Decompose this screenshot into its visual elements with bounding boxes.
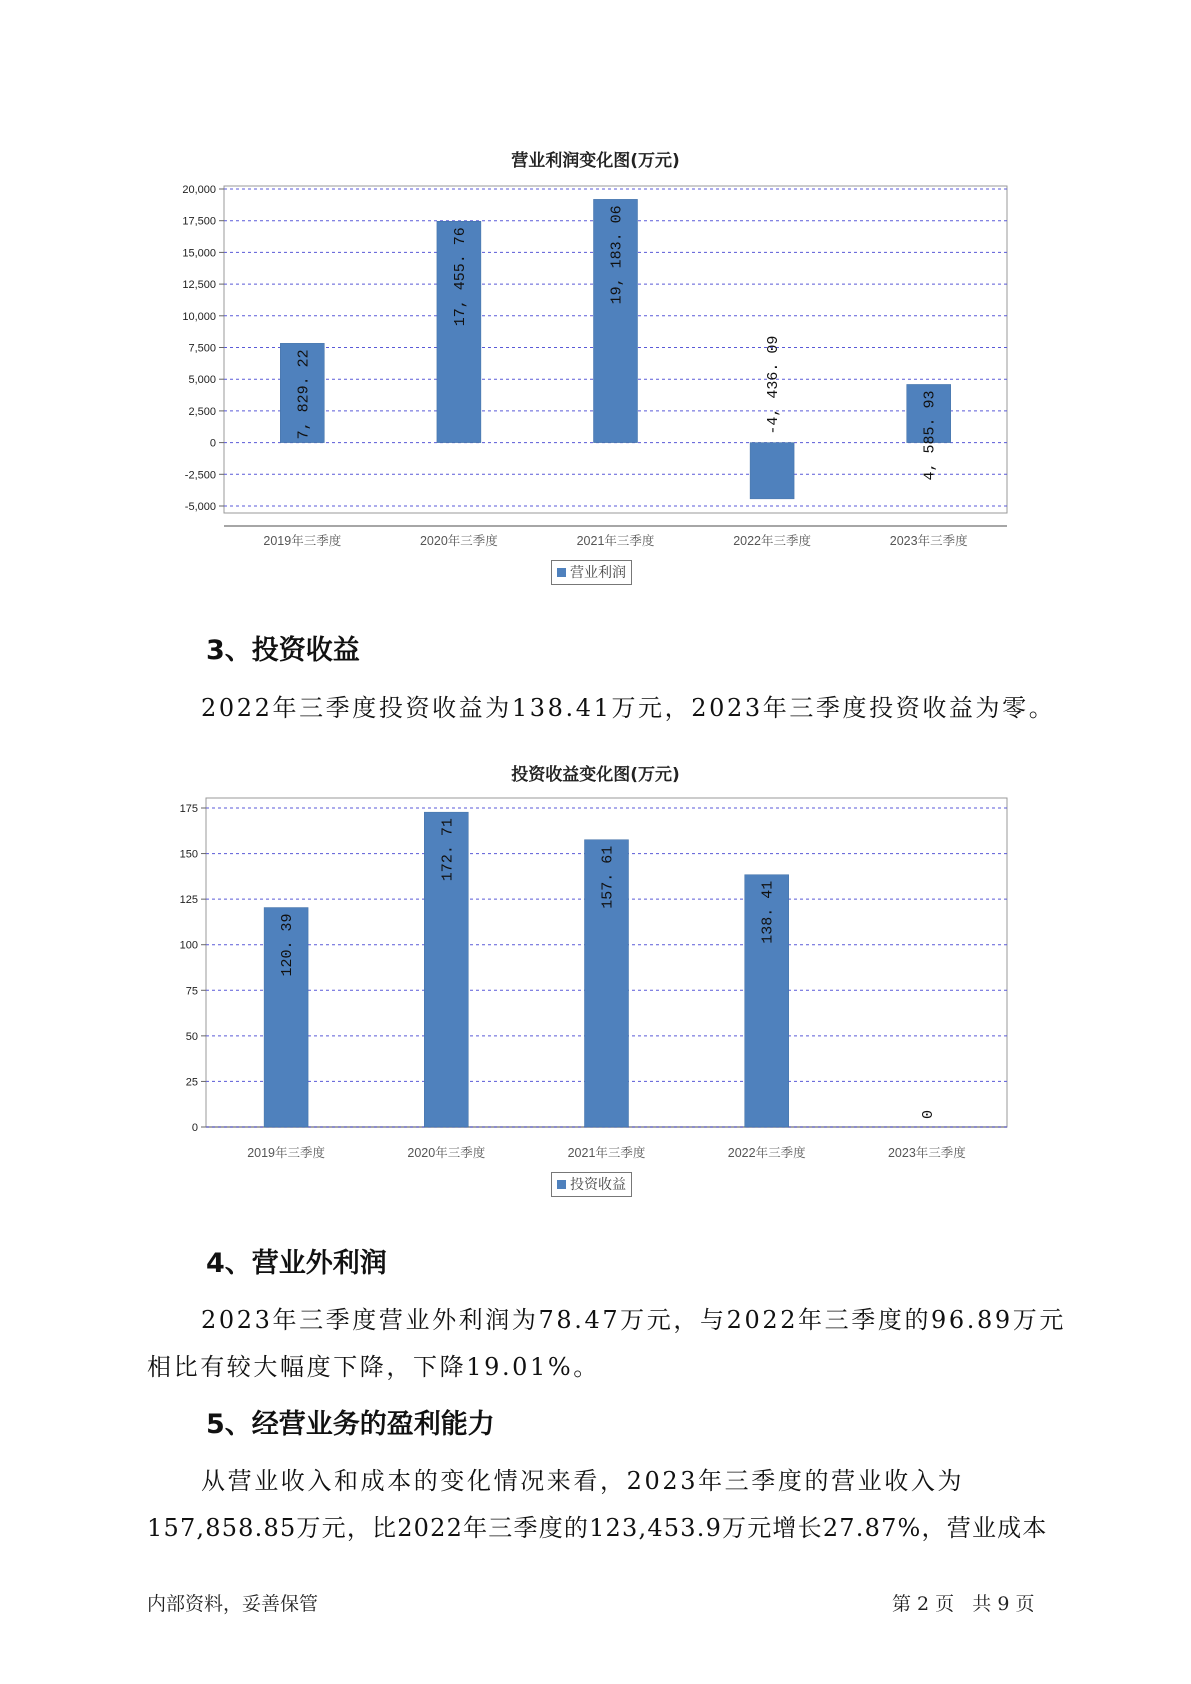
section-4-heading: 4、营业外利润 xyxy=(206,1248,387,1279)
category-label: 2021年三季度 xyxy=(576,534,655,548)
y-tick-label: 20,000 xyxy=(182,184,216,196)
category-label: 2022年三季度 xyxy=(733,534,812,548)
section-5-line1: 从营业收入和成本的变化情况来看，2023年三季度的营业收入为 xyxy=(201,1467,965,1495)
category-label: 2019年三季度 xyxy=(263,534,342,548)
data-label: 17, 455. 76 xyxy=(451,227,469,327)
y-tick-label: 0 xyxy=(191,1122,198,1134)
data-label: 172. 71 xyxy=(439,818,457,882)
y-tick-label: -2,500 xyxy=(184,469,216,482)
section-3-text: 2022年三季度投资收益为138.41万元，2023年三季度投资收益为零。 xyxy=(201,694,1056,722)
data-label: -4, 436. 09 xyxy=(765,335,783,435)
footer-page-number: 第 2 页 共 9 页 xyxy=(892,1593,1035,1615)
data-label: 0 xyxy=(919,1109,937,1119)
section-5-line2: 157,858.85万元，比2022年三季度的123,453.9万元增长27.87%，营业成本 xyxy=(147,1514,1048,1542)
y-tick-label: 125 xyxy=(179,894,198,907)
data-label: 157. 61 xyxy=(599,845,617,909)
y-tick-label: 175 xyxy=(179,803,198,815)
y-tick-label: 50 xyxy=(185,1030,198,1043)
y-tick-label: 15,000 xyxy=(182,247,216,260)
chart2-title: 投资收益变化图(万元) xyxy=(511,765,680,785)
chart1-title: 营业利润变化图(万元) xyxy=(511,151,680,171)
y-tick-label: 0 xyxy=(209,437,216,450)
y-tick-label: 2,500 xyxy=(188,405,216,418)
data-label: 4, 585. 93 xyxy=(921,390,939,481)
y-tick-label: 100 xyxy=(179,939,198,952)
category-label: 2019年三季度 xyxy=(247,1146,326,1160)
data-label: 7, 829. 22 xyxy=(295,349,313,440)
data-label: 120. 39 xyxy=(279,913,297,977)
section-3-heading: 3、投资收益 xyxy=(206,635,360,666)
y-tick-label: 75 xyxy=(185,985,198,998)
data-label: 138. 41 xyxy=(759,880,777,944)
category-label: 2020年三季度 xyxy=(419,534,498,548)
chart2-legend xyxy=(551,1172,632,1197)
y-tick-label: 150 xyxy=(179,848,198,861)
category-label: 2021年三季度 xyxy=(567,1146,646,1160)
category-label: 2022年三季度 xyxy=(727,1146,806,1160)
category-label: 2020年三季度 xyxy=(407,1146,486,1160)
y-tick-label: 7,500 xyxy=(188,342,216,355)
footer-confidential: 内部资料，妥善保管 xyxy=(147,1593,319,1615)
chart2-legend-label: 投资收益 xyxy=(570,1177,626,1193)
chart1-legend-label: 营业利润 xyxy=(570,565,626,581)
y-tick-label: 25 xyxy=(185,1076,198,1089)
section-4-line1: 2023年三季度营业外利润为78.47万元，与2022年三季度的96.89万元 xyxy=(201,1306,1066,1334)
y-tick-label: 10,000 xyxy=(182,310,216,323)
y-tick-label: -5,000 xyxy=(184,501,216,513)
section-5-heading: 5、经营业务的盈利能力 xyxy=(206,1409,495,1440)
y-tick-label: 5,000 xyxy=(188,374,216,387)
y-tick-label: 12,500 xyxy=(182,279,216,292)
category-label: 2023年三季度 xyxy=(889,534,968,548)
y-tick-label: 17,500 xyxy=(182,215,216,228)
data-label: 19, 183. 06 xyxy=(608,205,626,305)
section-4-line2: 相比有较大幅度下降，下降19.01%。 xyxy=(147,1353,600,1381)
legend-swatch xyxy=(557,1180,566,1189)
category-label: 2023年三季度 xyxy=(887,1146,966,1160)
